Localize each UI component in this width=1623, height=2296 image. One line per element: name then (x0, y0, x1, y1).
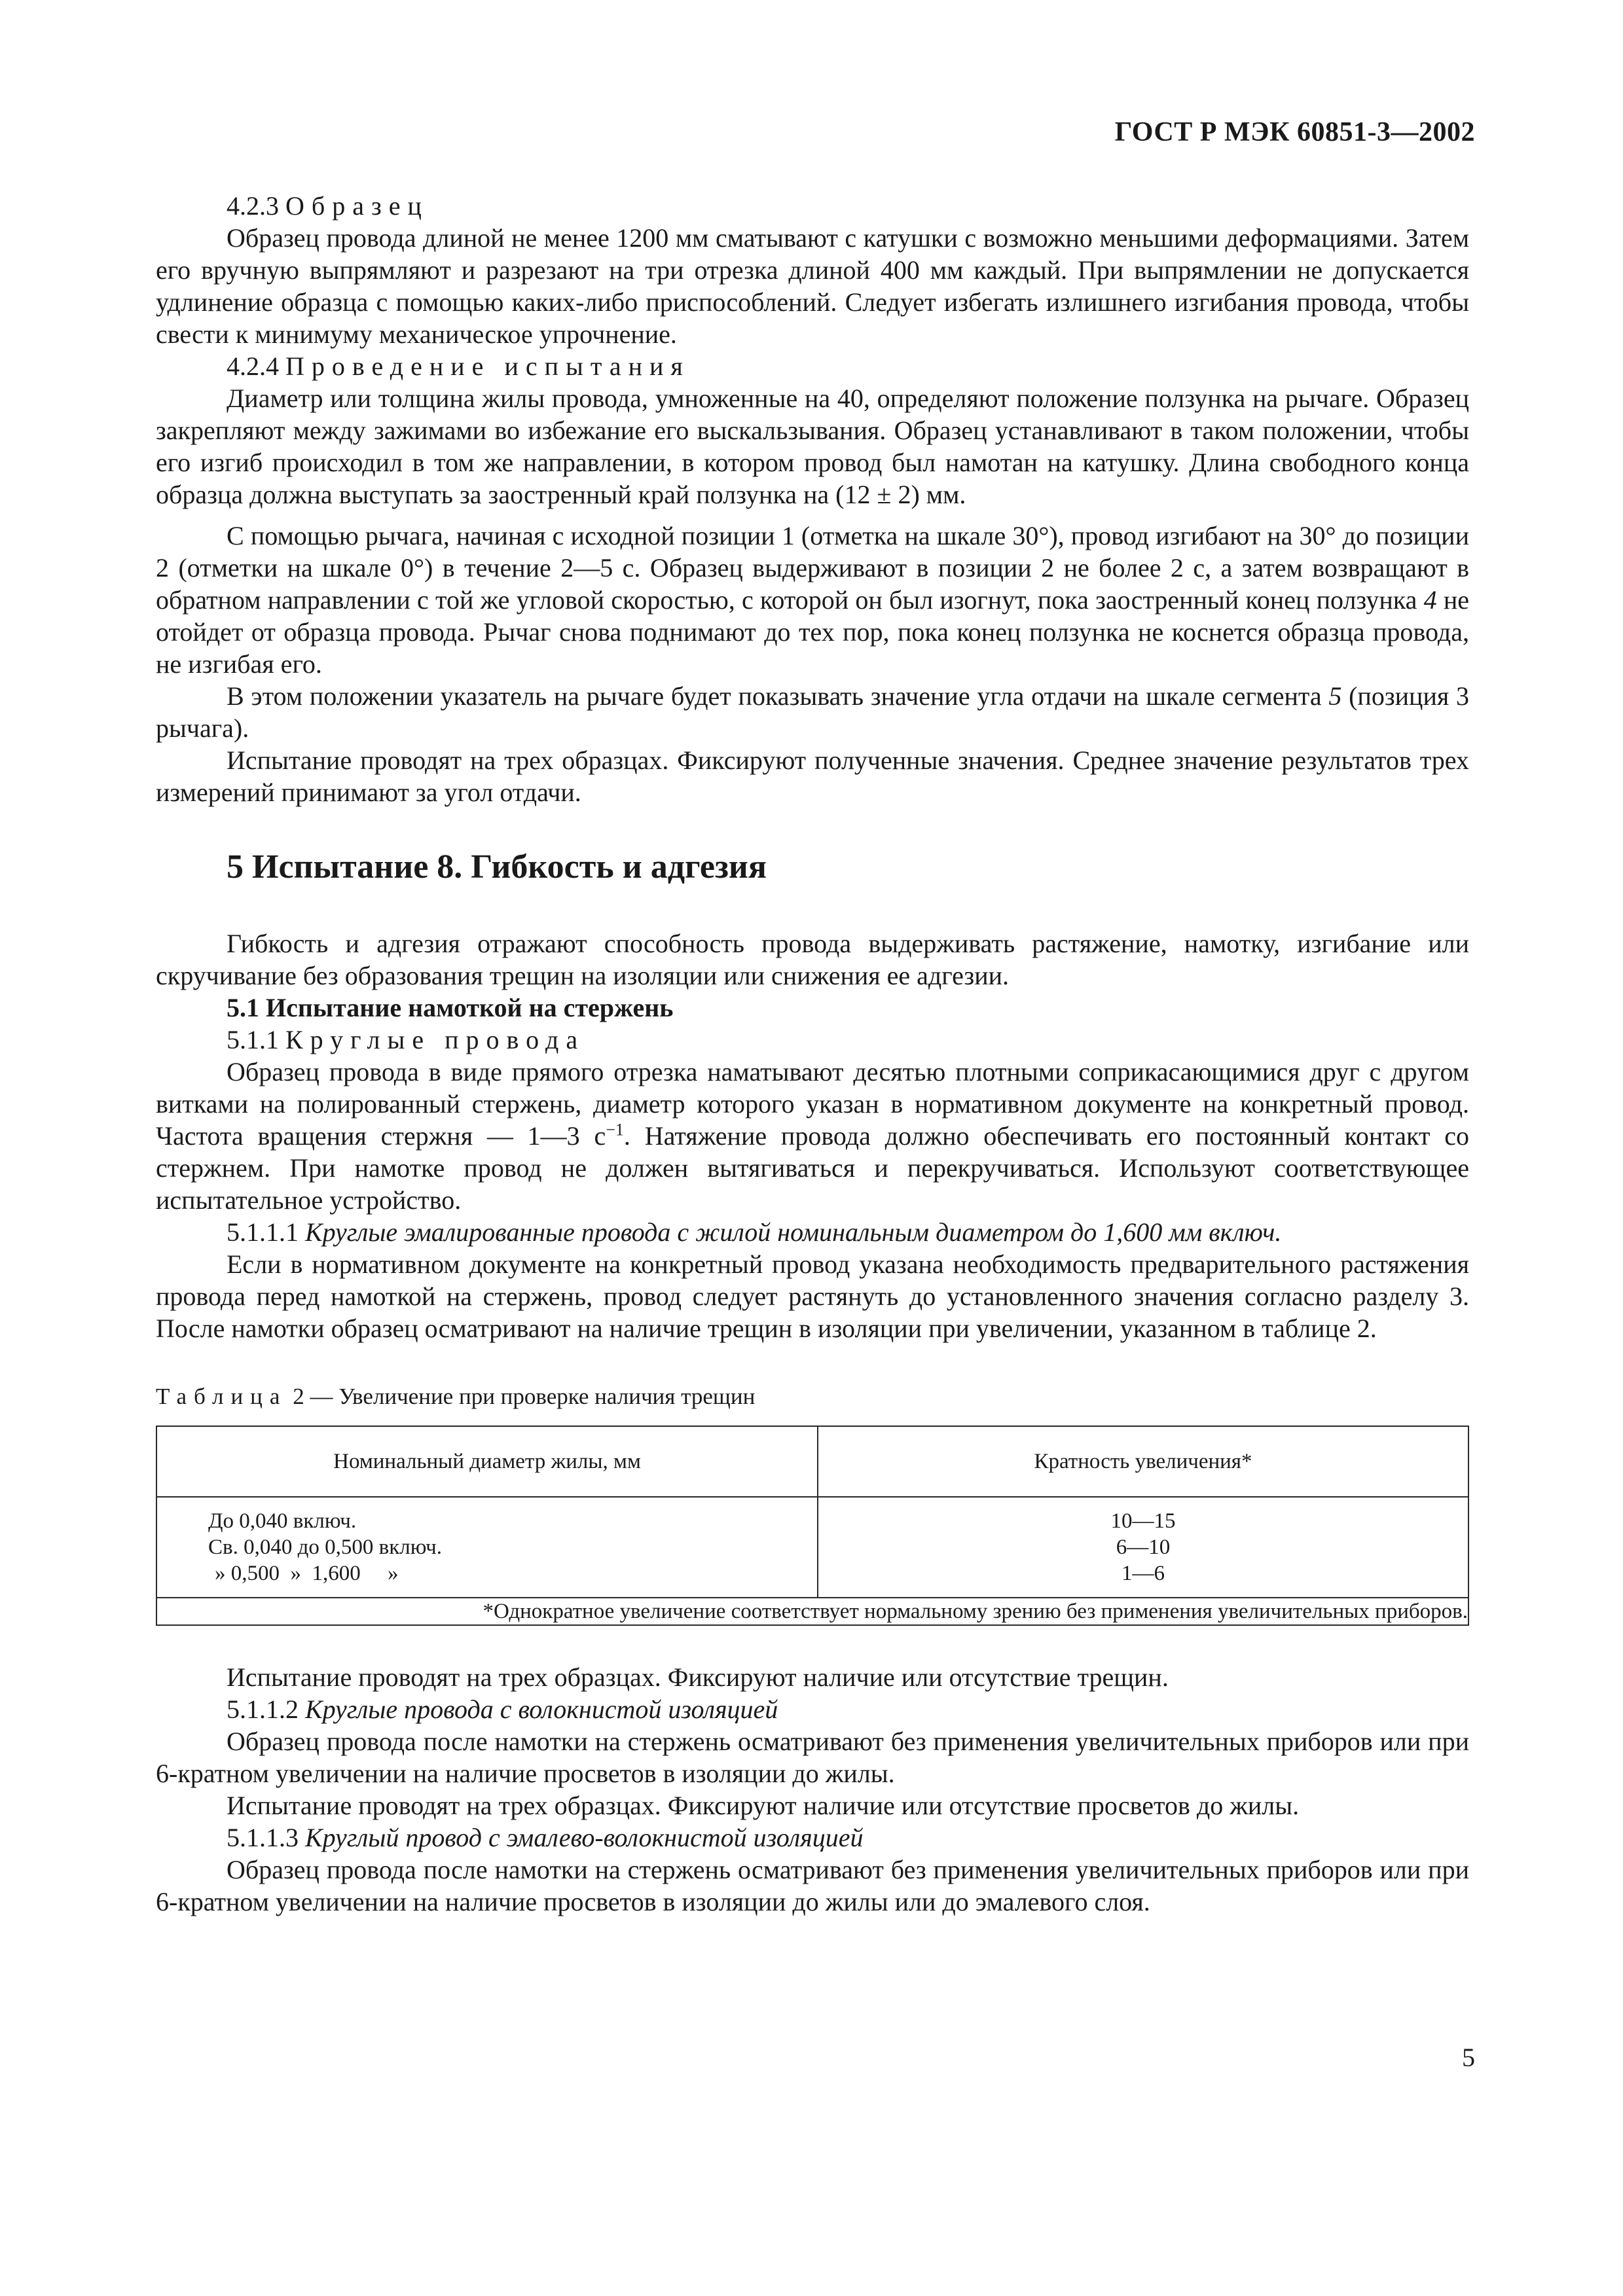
paragraph (156, 680, 1469, 744)
table-row (156, 1497, 1468, 1598)
paragraph (156, 520, 1469, 680)
table-header-cell: Кратность увеличения* (818, 1426, 1468, 1497)
clause-title: Круглые провода (285, 1025, 585, 1054)
diameter-cell (156, 1497, 818, 1598)
paragraph (156, 1056, 1469, 1216)
caption-text: 2 — Увеличение при проверке наличия трещин (287, 1384, 756, 1409)
clause-5-1-1-2-heading (156, 1693, 1469, 1725)
table-header-cell: Номинальный диаметр жилы, мм (156, 1426, 818, 1497)
diameter-value: До 0,040 включ. (208, 1509, 357, 1533)
magnification-cell (818, 1497, 1468, 1598)
text-run: Образец провода в виде прямого отрезка наматывают десятью плотными соприкасающимися друг с другом витками на полированный стержень, диаметр которого указан в нормативном документе на конкретный провод. Частота вращения стержня — 1—3 с (156, 1057, 1469, 1151)
clause-4-2-4-heading (156, 350, 1469, 382)
diameter-value: » 0,500 » 1,600 » (215, 1562, 399, 1585)
text-run: В этом положении указатель на рычаге будет показывать значение угла отдачи на шкале сегмента (227, 681, 1329, 711)
paragraph: Испытание проводят на трех образцах. Фиксируют полученные значения. Среднее значение результатов трех измерений принимают за угол отдачи. (156, 745, 1469, 807)
clause-number: 5.1.1.2 (227, 1695, 305, 1724)
figure-ref: 5 (1328, 681, 1342, 711)
clause-number: 5.1.1.3 (227, 1823, 305, 1852)
paragraph: Образец провода после намотки на стержень осматривают без применения увеличительных приборов или при 6-кратном увеличении на наличие просветов в изоляции до жилы или до эмалевого слоя. (156, 1855, 1469, 1916)
clause-title: Круглые эмалированные провода с жилой номинальным диаметром до 1,600 мм включ. (305, 1217, 1282, 1247)
diameter-value: Св. 0,040 до 0,500 включ. (208, 1535, 442, 1559)
text-run: (позиция 3 рычага). (156, 681, 1470, 743)
magnification-value: 1—6 (1122, 1562, 1165, 1585)
clause-number: 4.2.3 (227, 191, 285, 221)
text-run: не отойдет от образца провода. Рычаг снова поднимают до тех пор, пока конец ползунка не коснется образца провода, не изгибая его. (156, 585, 1469, 679)
clause-5-1-1-3-heading (156, 1821, 1469, 1854)
text-run: . Натяжение провода должно обеспечивать его постоянный контакт со стержнем. При намотке провод не должен вытягиваться и перекручиваться. Используют соответствующее испытательное устройство. (156, 1121, 1469, 1215)
text-run: С помощью рычага, начиная с исходной позиции 1 (отметка на шкале 30°), провод изгибают на 30° до позиции 2 (отметки на шкале 0°) в течение 2—5 с. Образец выдерживают в позиции 2 не более 2 с, а затем возвращают в обратном направлении с той же угловой скоростью, с которой он был изогнут, пока заостренный конец ползунка (156, 521, 1469, 615)
clause-number: 5.1.1.1 (227, 1217, 305, 1247)
clause-number: 5.1.1 (227, 1025, 285, 1054)
clause-title: Проведение испытания (285, 351, 690, 381)
figure-ref: 4 (1423, 585, 1437, 615)
page-number: 5 (1462, 2043, 1475, 2072)
clause-title: Круглые провода с волокнистой изоляцией (305, 1695, 778, 1724)
caption-word: Таблица (156, 1384, 287, 1409)
section-5-title: 5 Испытание 8. Гибкость и адгезия (227, 848, 767, 886)
paragraph: Диаметр или толщина жилы провода, умноженные на 40, определяют положение ползунка на рычаге. Образец закрепляют между зажимами во избежание его выскальзывания. Образец устанавливают в таком положении, чтобы его изгиб происходил в том же направлении, в котором провод был намотан на катушку. Длина свободного конца образца должна выступать за заостренный край ползунка на (12 ± 2) мм. (156, 384, 1469, 509)
paragraph: Образец провода после намотки на стержень осматривают без применения увеличительных приборов или при 6-кратном увеличении на наличие просветов в изоляции до жилы. (156, 1727, 1469, 1788)
table-note: *Однократное увеличение соответствует нормальному зрению без применения увеличительных приборов. (156, 1598, 1468, 1625)
table-header-row (156, 1426, 1468, 1497)
clause-4-2-3-heading (156, 190, 1469, 222)
paragraph: Образец провода длиной не менее 1200 мм сматывают с катушки с возможно меньшими деформациями. Затем его вручную выпрямляют и разрезают на три отрезка длиной 400 мм каждый. При выпрямлении не допускается удлинение образца с помощью каких-либо приспособлений. Следует избегать излишнего изгибания провода, чтобы свести к минимуму механическое упрочнение. (156, 223, 1469, 349)
clause-title: Образец (285, 191, 429, 221)
clause-5-1-1-heading (156, 1024, 1469, 1056)
clause-number: 4.2.4 (227, 351, 285, 381)
table-caption (156, 1382, 1469, 1411)
table-note-row (156, 1598, 1468, 1625)
magnification-value: 10—15 (1110, 1509, 1176, 1533)
superscript: −1 (606, 1120, 624, 1139)
clause-5-1-heading: 5.1 Испытание намоткой на стержень (227, 993, 674, 1022)
page-content (156, 190, 1469, 1918)
paragraph: Испытание проводят на трех образцах. Фиксируют наличие или отсутствие просветов до жилы. (227, 1791, 1300, 1820)
clause-title: Круглый провод с эмалево-волокнистой изоляцией (305, 1823, 864, 1852)
document-header: ГОСТ Р МЭК 60851-3—2002 (1114, 117, 1475, 147)
clause-5-1-1-1-heading (156, 1216, 1469, 1248)
paragraph: Гибкость и адгезия отражают способность провода выдерживать растяжение, намотку, изгибание или скручивание без образования трещин на изоляции или снижения ее адгезии. (156, 929, 1469, 990)
paragraph: Если в нормативном документе на конкретный провод указана необходимость предварительного растяжения провода перед намоткой на стержень, провод следует растянуть до установленного значения согласно разделу 3. После намотки образец осматривают на наличие трещин в изоляции при увеличении, указанном в таблице 2. (156, 1249, 1469, 1343)
paragraph: Испытание проводят на трех образцах. Фиксируют наличие или отсутствие трещин. (227, 1662, 1169, 1692)
magnification-value: 6—10 (1116, 1535, 1171, 1559)
magnification-table (156, 1426, 1469, 1626)
